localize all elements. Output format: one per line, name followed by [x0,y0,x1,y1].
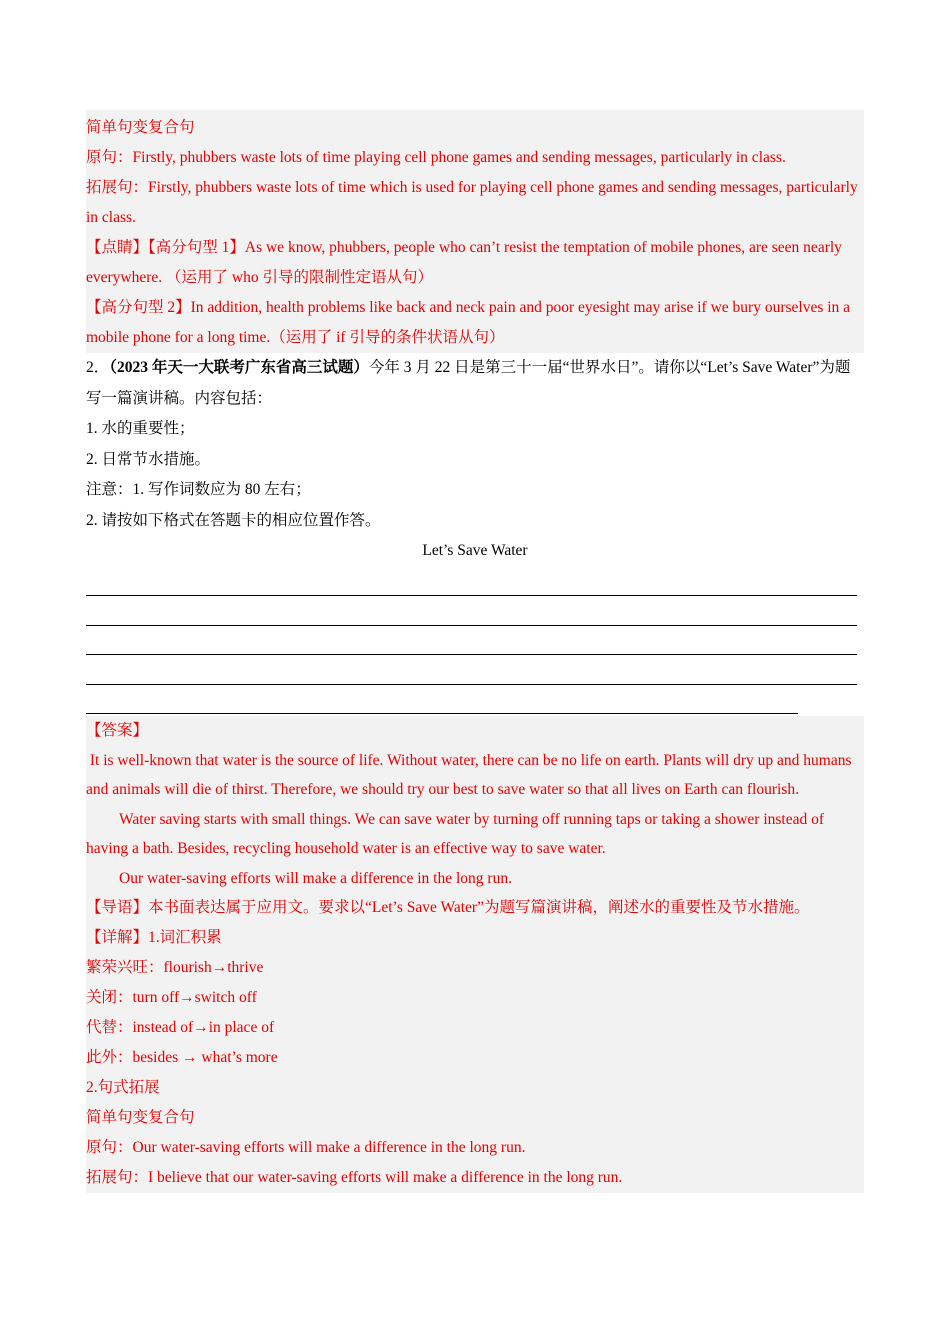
simple-to-complex-heading-2: 简单句变复合句 [86,1109,195,1126]
expanded-sentence-2 [86,1163,864,1193]
content-item-2: 2. 日常节水措施。 [86,450,211,468]
point-sentence-type-2 [86,293,864,353]
essay-title: Let’s Save Water [422,542,528,559]
expanded-label-2: 拓展句： [86,1169,149,1186]
point-label: 【点睛】【高分句型 1】 [86,239,245,256]
expanded-text: Firstly, phubbers waste lots of time which is used for playing cell phone games and sending messages, particularly in class. [86,179,858,226]
writing-line [86,655,857,685]
vocab-item: 繁荣兴旺：flourish→thrive [86,959,264,976]
point-sentence-type-1 [86,233,864,293]
question-prompt [86,353,864,414]
original-sentence-2 [86,1133,864,1163]
vocab-item: 关闭：turn off→switch off [86,989,257,1006]
expanded-label: 拓展句： [86,179,149,196]
answer-paragraph-3: Our water-saving efforts will make a difference in the long run. [119,869,512,887]
type2-text: In addition, health problems like back and neck pain and poor eyesight may arise if we bury ourselves in a mobile phone for a long time.（运用了 if 引导的条件状语从句） [86,299,851,346]
original-text: Firstly, phubbers waste lots of time playing cell phone games and sending messages, particularly in class. [132,149,786,166]
writing-line [86,685,798,715]
note-1: 注意：1. 写作词数应为 80 左右； [86,481,311,498]
type2-label: 【高分句型 2】 [86,299,191,316]
point-text: As we know, phubbers, people who can’t resist the temptation of mobile phones, are seen nearly everywhere. （运用了 who 引导的限制性定语从句） [86,239,842,286]
original-text-2: Our water-saving efforts will make a difference in the long run. [132,1139,526,1156]
simple-to-complex-heading: 简单句变复合句 [86,119,195,136]
writing-line [86,567,857,597]
question-number: 2． [86,359,110,376]
analysis-box-top [86,110,864,353]
expanded-text-2: I believe that our water-saving efforts will make a difference in the long run. [148,1169,623,1186]
answer-label: 【答案】 [86,722,149,739]
question-block [86,353,864,714]
answer-lines [86,567,864,715]
vocab-item: 代替：instead of→in place of [86,1019,275,1036]
original-label: 原句： [86,149,133,166]
vocab-item: 此外：besides → what’s more [86,1049,278,1066]
answer-section [86,716,864,893]
guide-text: 【导语】本书面表达属于应用文。要求以“Let’s Save Water”为题写篇演讲稿，阐述水的重要性及节水措施。 [86,899,810,916]
writing-line [86,626,857,656]
answer-box [86,716,864,1193]
detail-heading: 【详解】1.词汇积累 [86,929,222,946]
question-text: 今年 3 月 22 日是第三十一届“世界水日”。请你以“Let’s Save Water”为题写一篇演讲稿。内容包括： [86,359,851,407]
original-sentence [86,143,864,173]
note-2: 2. 请按如下格式在答题卡的相应位置作答。 [86,511,381,529]
content-item-1: 1. 水的重要性； [86,420,195,437]
answer-paragraph-2: Water saving starts with small things. We can save water by turning off running taps or taking a shower instead of having a bath. Besides, recycling household water is an effective way to save water. [86,810,825,857]
original-label-2: 原句： [86,1139,133,1156]
document-page [86,110,864,1193]
expanded-sentence [86,173,864,233]
writing-line [86,596,857,626]
question-source: （2023 年天一大联考广东省高三试题） [109,359,369,376]
answer-paragraph-1: It is well-known that water is the source of life. Without water, there can be no life on earth. Plants will dry up and humans and animals will die of thirst. Therefore, we should try our best to save water so that all lives on Earth can flourish. [86,751,856,798]
sentence-expansion-heading: 2.句式拓展 [86,1079,160,1096]
